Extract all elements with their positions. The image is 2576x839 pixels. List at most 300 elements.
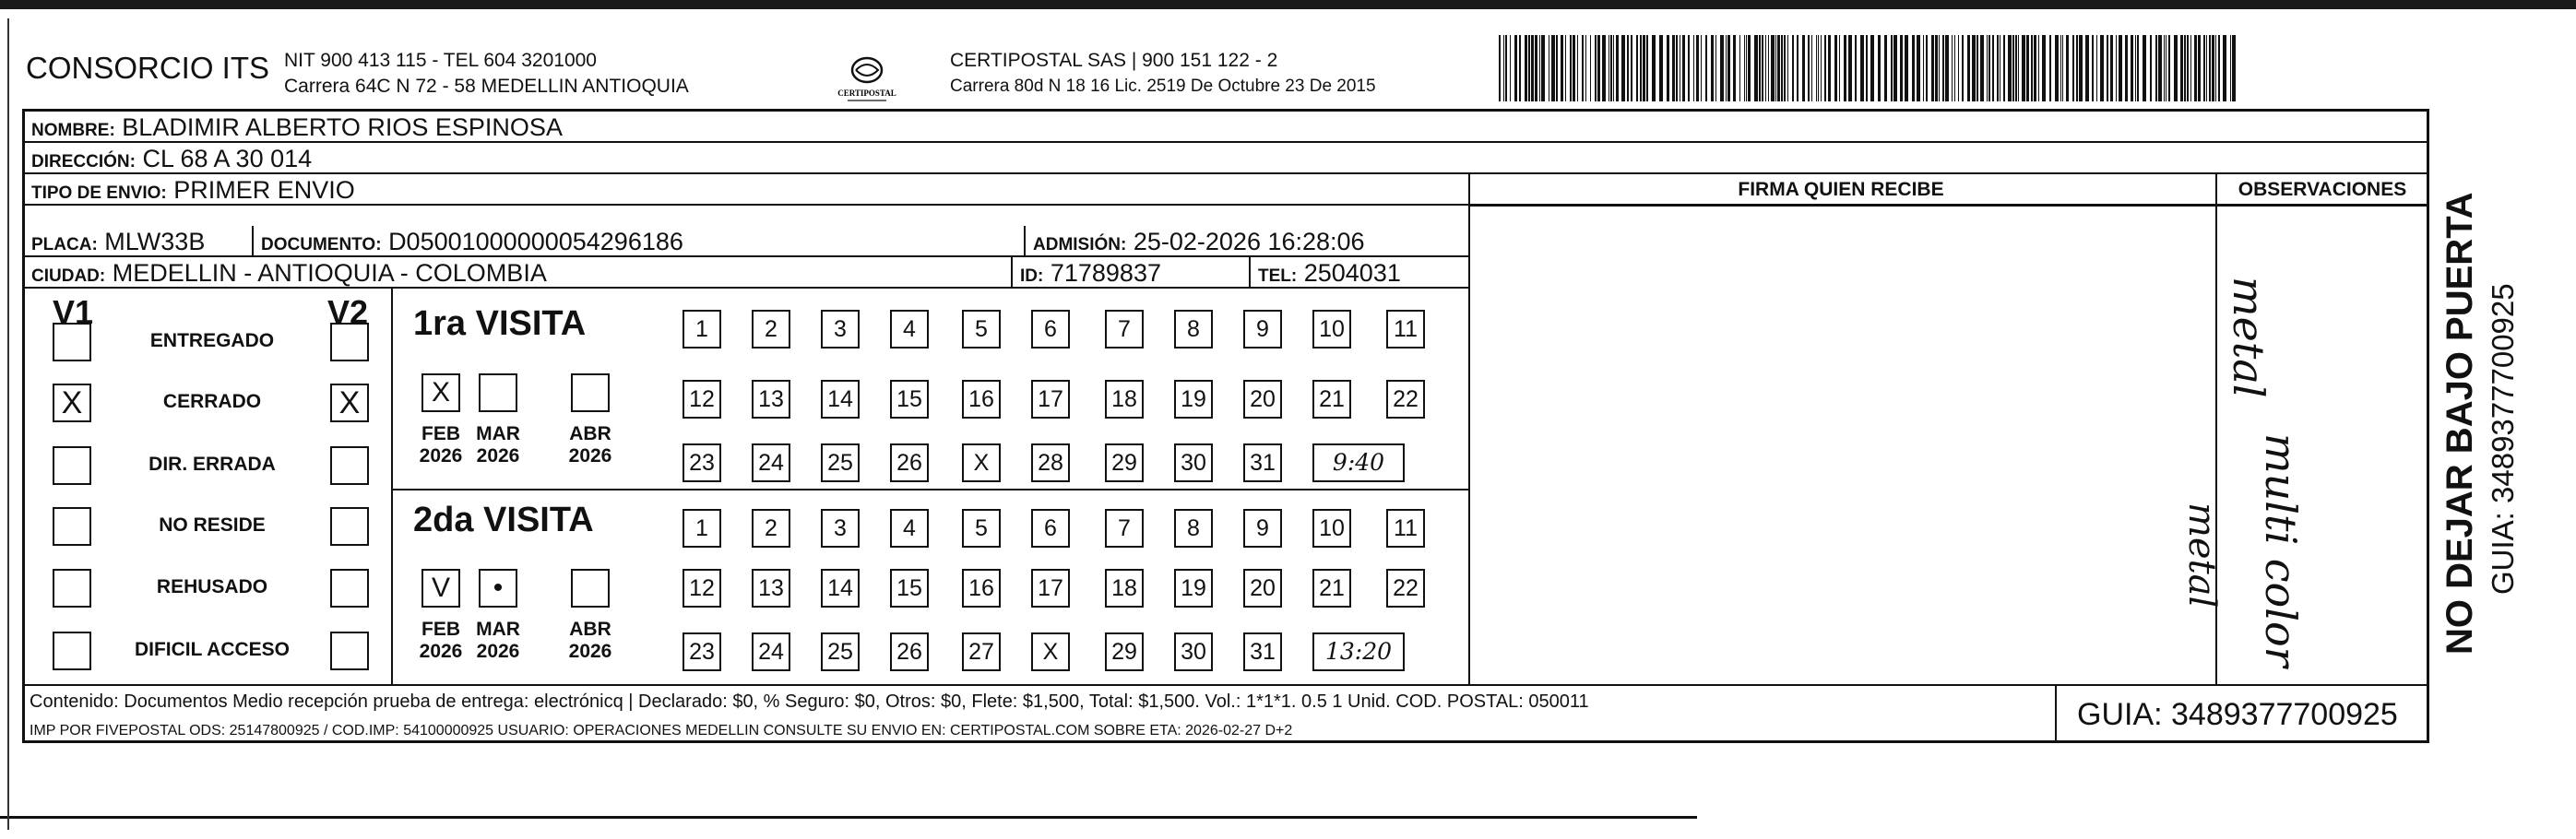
side-guia: GUIA: 3489377700925 [2486,283,2520,595]
day-box[interactable]: 18 [1105,569,1144,608]
barcode-bar [1945,35,1949,101]
barcode-bar [1923,35,1924,101]
status-option-label: REHUSADO [156,576,268,597]
barcode-bar [1844,35,1846,101]
barcode-bar [1811,35,1812,101]
barcode-bar [2031,35,2033,101]
barcode-bar [1977,35,1978,101]
barcode-bar [1962,35,1964,101]
direccion-value: CL 68 A 30 014 [142,145,313,172]
admision-value: 25-02-2026 16:28:06 [1133,228,1365,255]
barcode-bar [2209,35,2211,101]
barcode-bar [1866,35,1868,101]
barcode-bar [1765,35,1766,101]
barcode-bar [1931,35,1934,101]
barcode-bar [1754,35,1758,101]
barcode-bar [1726,35,1727,101]
barcode-bar [1676,35,1678,101]
barcode-bar [2119,35,2122,101]
barcode-bar [1808,35,1810,101]
day-box[interactable]: 6 [1031,310,1070,349]
v1-header: V1 [53,293,94,331]
barcode-bar [1980,35,1984,101]
obs-handwriting-2: metal [2180,502,2223,609]
month-checkbox[interactable]: X [421,373,460,412]
id-divider [1011,257,1013,289]
documento-value: D05001000000054296186 [388,228,683,255]
barcode-bar [1582,35,1584,101]
barcode-bar [2055,35,2059,101]
barcode-bar [1821,35,1822,101]
barcode-bar [1531,35,1534,101]
month-year: 2026 [419,641,463,662]
footer-print-info: IMP POR FIVEPOSTAL ODS: 25147800925 / COD.IMP: 54100000925 USUARIO: OPERACIONES MEDELLIN CONSULTE SU ENVIO EN: CERTIPOSTAL.COM SOBRE ETA: 2026-02-27 D+2 [30,723,1293,739]
placa-label: PLACA: [31,235,98,254]
certipostal-address: Carrera 80d N 18 16 Lic. 2519 De Octubre 23 De 2015 [950,77,1376,96]
barcode-bar [1688,35,1690,101]
day-box[interactable]: X [962,443,1001,482]
day-box[interactable]: 21 [1312,569,1351,608]
barcode-bar [1939,35,1940,101]
barcode-bar [1884,35,1887,101]
barcode-bar [2062,35,2063,101]
barcode-bar [1652,35,1656,101]
barcode-bar [1590,35,1591,101]
barcode-bar [2135,35,2136,101]
month-label [470,423,526,467]
barcode-bar [1659,35,1663,101]
barcode-bar [1715,35,1716,101]
day-box[interactable]: 14 [821,380,860,419]
v2-checkbox[interactable] [330,632,369,670]
barcode-bar [2026,35,2029,101]
day-box[interactable]: 3 [821,310,860,349]
firma-header: FIRMA QUIEN RECIBE [1738,179,1944,200]
day-box[interactable]: 16 [962,380,1001,419]
barcode-bar [1893,35,1897,101]
day-box[interactable]: 2 [752,310,790,349]
day-box[interactable]: 24 [752,632,790,671]
barcode-bar [2003,35,2005,101]
barcode-bar [1824,35,1826,101]
barcode-bar [1613,35,1614,101]
barcode-bar [2076,35,2078,101]
day-box[interactable]: 29 [1105,443,1144,482]
barcode-bar [1672,35,1675,101]
barcode-bar [1900,35,1903,101]
id-value: 71789837 [1050,259,1161,287]
barcode-bar [1972,35,1976,101]
barcode-bar [1768,35,1769,101]
barcode-bar [1643,35,1645,101]
tel-value: 2504031 [1303,259,1401,287]
barcode-bar [2060,35,2061,101]
barcode-bar [1775,35,1776,101]
barcode-bar [2107,35,2108,101]
month-name: MAR [476,619,520,640]
ciudad-label: CIUDAD: [31,266,106,286]
barcode-bar [2079,35,2083,101]
barcode-bar [1528,35,1530,101]
obs-handwriting-1: metal [2224,277,2273,398]
barcode-bar [2194,35,2197,101]
barcode-bar [2203,35,2205,101]
day-box[interactable]: 21 [1312,380,1351,419]
barcode-bar [1585,35,1586,101]
day-box[interactable]: 9 [1243,509,1282,548]
month-checkbox[interactable]: • [479,569,517,608]
barcode-bar [2100,35,2104,101]
barcode-bar [1514,35,1517,101]
day-box[interactable]: 30 [1174,632,1213,671]
barcode-bar [2049,35,2051,101]
left-edge [7,18,9,830]
barcode-bar [1988,35,1990,101]
barcode-bar [1834,35,1837,101]
barcode-bar [2143,35,2146,101]
day-box[interactable]: 8 [1174,310,1213,349]
barcode-bar [2022,35,2025,101]
barcode-bar [2155,35,2157,101]
barcode-bar [1640,35,1642,101]
barcode-bar [1561,35,1563,101]
month-checkbox[interactable] [479,373,517,412]
barcode-bar [2008,35,2012,101]
day-box[interactable]: 31 [1243,443,1282,482]
barcode-bar [1577,35,1578,101]
barcode-bar [1701,35,1702,101]
day-box[interactable]: 20 [1243,569,1282,608]
v1-checkbox[interactable] [53,569,91,608]
v2-checkbox[interactable]: X [330,384,369,422]
barcode-bar [1917,35,1920,101]
day-box[interactable]: 19 [1174,380,1213,419]
day-box[interactable]: 26 [890,443,929,482]
top-border [0,0,2576,9]
day-box[interactable]: 11 [1386,509,1425,548]
barcode-bar [1739,35,1740,101]
barcode-bar [1570,35,1572,101]
day-box[interactable]: 23 [683,632,721,671]
barcode-bar [1912,35,1915,101]
v1-checkbox[interactable] [53,507,91,546]
barcode-bar [1762,35,1763,101]
barcode-bar [2164,35,2165,101]
barcode-bar [1525,35,1527,101]
barcode-bar [1696,35,1699,101]
barcode-bar [1839,35,1840,101]
barcode-bar [1693,35,1694,101]
barcode-bar [2018,35,2019,101]
day-box[interactable]: 16 [962,569,1001,608]
day-box[interactable]: 5 [962,509,1001,548]
month-name: MAR [476,423,520,444]
firma-divider [1468,174,1470,685]
v1-checkbox[interactable] [53,632,91,670]
barcode-bar [1602,35,1606,101]
barcode-bar [1748,35,1751,101]
tel-cell [1251,257,1401,292]
day-box[interactable]: 6 [1031,509,1070,548]
day-box[interactable]: 25 [821,632,860,671]
status-option-label: NO RESIDE [159,514,266,536]
barcode-bar [1565,35,1566,101]
day-box[interactable]: 28 [1031,443,1070,482]
barcode-bar [1958,35,1959,101]
direccion-label: DIRECCIÓN: [31,152,136,171]
day-box[interactable]: 8 [1174,509,1213,548]
barcode-bar [2174,35,2178,101]
barcode-bar [1759,35,1761,101]
month-checkbox[interactable] [571,569,610,608]
day-box[interactable]: 25 [821,443,860,482]
barcode-bar [1744,35,1745,101]
direccion-row [22,143,2429,174]
barcode-bar [2158,35,2162,101]
day-box[interactable]: 3 [821,509,860,548]
day-box[interactable]: 7 [1105,310,1144,349]
barcode-bar [1860,35,1864,101]
month-label [470,619,526,663]
barcode-bar [1573,35,1575,101]
admision-cell [1026,226,1365,261]
month-year: 2026 [419,445,463,467]
tipo-value: PRIMER ENVIO [173,176,355,204]
status-option-label: DIFICIL ACCESO [134,639,290,660]
v1-checkbox[interactable] [53,446,91,485]
barcode-bar [1997,35,1999,101]
barcode-bar [1539,35,1540,101]
barcode-bar [1711,35,1714,101]
certipostal-info [950,48,1376,100]
observaciones-header: OBSERVACIONES [2238,179,2407,200]
month-label [413,619,469,663]
barcode-bar [1987,35,1988,101]
barcode-bar [1631,35,1632,101]
day-box[interactable]: 22 [1386,569,1425,608]
barcode-bar [1935,35,1938,101]
day-box[interactable]: 17 [1031,569,1070,608]
day-box[interactable]: 20 [1243,380,1282,419]
barcode-bar [1828,35,1831,101]
v2-checkbox[interactable] [330,446,369,485]
documento-cell [254,226,683,261]
placa-value: MLW33B [104,228,206,255]
id-label: ID: [1020,266,1044,286]
day-box[interactable]: 23 [683,443,721,482]
v1-checkbox[interactable] [53,323,91,361]
placa-divider [252,226,254,257]
visit-time-box: 9:40 [1312,443,1405,482]
v2-checkbox[interactable] [330,569,369,608]
id-cell [1013,257,1161,292]
day-box[interactable]: 22 [1386,380,1425,419]
barcode-bar [1519,35,1521,101]
month-name: ABR [569,423,611,444]
barcode-bar [1954,35,1955,101]
barcode-bar [1556,35,1558,101]
tel-divider [1249,257,1251,289]
barcode-bar [1682,35,1685,101]
barcode-bar [1905,35,1908,101]
day-box[interactable]: 12 [683,380,721,419]
visit-time-box: 13:20 [1312,632,1405,671]
certipostal-logo [835,46,899,109]
v2-header: V2 [327,293,369,331]
barcode-bar [2131,35,2133,101]
day-box[interactable]: 9 [1243,310,1282,349]
day-box[interactable]: 18 [1105,380,1144,419]
barcode-bar [1616,35,1619,101]
day-box[interactable]: 14 [821,569,860,608]
month-year: 2026 [476,445,520,467]
v1-checkbox[interactable]: X [53,384,91,422]
month-name: ABR [569,619,611,640]
barcode-bar [2218,35,2220,101]
address-line: Carrera 64C N 72 - 58 MEDELLIN ANTIOQUIA [284,76,689,97]
day-box[interactable]: 13 [752,380,790,419]
tipo-label: TIPO DE ENVIO: [31,183,167,203]
barcode-bar [1797,35,1798,101]
status-divider [391,289,393,685]
barcode-bar [1667,35,1669,101]
day-box[interactable]: 29 [1105,632,1144,671]
tel-label: TEL: [1258,266,1298,286]
day-box[interactable]: 15 [890,569,929,608]
header-underline [1468,205,2429,207]
barcode-bar [1787,35,1788,101]
day-box[interactable]: 5 [962,310,1001,349]
barcode-bar [2180,35,2183,101]
barcode-bar [2042,35,2046,101]
barcode-bar [2187,35,2189,101]
day-box[interactable]: 1 [683,310,721,349]
barcode-bar [1870,35,1874,101]
logo-text: CERTIPOSTAL [837,89,896,98]
day-box[interactable]: 15 [890,380,929,419]
barcode-bar [2038,35,2039,101]
visit-divider [391,489,1468,490]
barcode-bar [1781,35,1783,101]
day-box[interactable]: 12 [683,569,721,608]
status-option-label: CERRADO [162,391,262,412]
obs-divider [2215,174,2217,685]
month-label [413,423,469,467]
day-box[interactable]: 10 [1312,310,1351,349]
day-box[interactable]: 17 [1031,380,1070,419]
barcode-bar [1802,35,1805,101]
guia-number: GUIA: 3489377700925 [2055,686,2429,743]
month-label [563,619,618,663]
day-box[interactable]: 4 [890,310,929,349]
barcode-bar [2223,35,2226,101]
barcode-bar [1595,35,1597,101]
barcode-bar [1771,35,1775,101]
day-box[interactable]: 11 [1386,310,1425,349]
day-box[interactable]: 27 [962,632,1001,671]
barcode-bar [2116,35,2117,101]
barcode-bar [1967,35,1970,101]
barcode-bar [1503,35,1504,101]
barcode-bar [1818,35,1819,101]
admision-divider [1024,226,1026,257]
no-dejar-warning: NO DEJAR BAJO PUERTA [2439,192,2480,655]
barcode-bar [1942,35,1944,101]
admision-label: ADMISIÓN: [1033,235,1127,254]
barcode-bar [2206,35,2207,101]
barcode-bar [1610,35,1612,101]
day-box[interactable]: 26 [890,632,929,671]
nombre-label: NOMBRE: [31,121,115,140]
day-box[interactable]: 24 [752,443,790,482]
day-box[interactable]: 7 [1105,509,1144,548]
status-option-label: ENTREGADO [149,330,275,351]
barcode-bar [1541,35,1545,101]
barcode-bar [1510,35,1511,101]
day-box[interactable]: 31 [1243,632,1282,671]
day-box[interactable]: 4 [890,509,929,548]
obs-handwriting-3: multi color [2256,433,2306,668]
company-info [284,48,689,100]
barcode-bar [2230,35,2231,101]
month-checkbox[interactable]: V [421,569,460,608]
barcode-bar [2096,35,2097,101]
barcode-bar [1926,35,1928,101]
barcode-bar [2212,35,2214,101]
barcode-bar [1627,35,1629,101]
barcode-bar [1891,35,1893,101]
day-box[interactable]: 2 [752,509,790,548]
barcode-bar [1952,35,1953,101]
barcode-bar [1499,35,1501,101]
month-year: 2026 [568,641,612,662]
barcode-bar [2125,35,2128,101]
barcode [1499,35,2244,101]
barcode-bar [1636,35,1638,101]
day-box[interactable]: 10 [1312,509,1351,548]
v2-checkbox[interactable] [330,507,369,546]
barcode-bar [1992,35,1994,101]
v2-checkbox[interactable] [330,323,369,361]
day-box[interactable]: X [1031,632,1070,671]
day-box[interactable]: 1 [683,509,721,548]
barcode-bar [2015,35,2017,101]
barcode-bar [2190,35,2191,101]
day-box[interactable]: 30 [1174,443,1213,482]
barcode-bar [1621,35,1625,101]
barcode-bar [1551,35,1555,101]
barcode-bar [1535,35,1537,101]
barcode-bar [1646,35,1648,101]
barcode-bar [2066,35,2069,101]
barcode-bar [1855,35,1857,101]
barcode-bar [2150,35,2152,101]
barcode-bar [1816,35,1817,101]
barcode-bar [1878,35,1881,101]
barcode-bar [1727,35,1730,101]
month-checkbox[interactable] [571,373,610,412]
second-visit-title: 2da VISITA [413,501,594,539]
month-year: 2026 [568,445,612,467]
barcode-bar [2232,35,2236,101]
barcode-bar [2137,35,2139,101]
barcode-bar [2085,35,2089,101]
day-box[interactable]: 19 [1174,569,1213,608]
barcode-bar [1597,35,1600,101]
first-visit-title: 1ra VISITA [413,304,587,343]
day-box[interactable]: 13 [752,569,790,608]
barcode-bar [1848,35,1852,101]
